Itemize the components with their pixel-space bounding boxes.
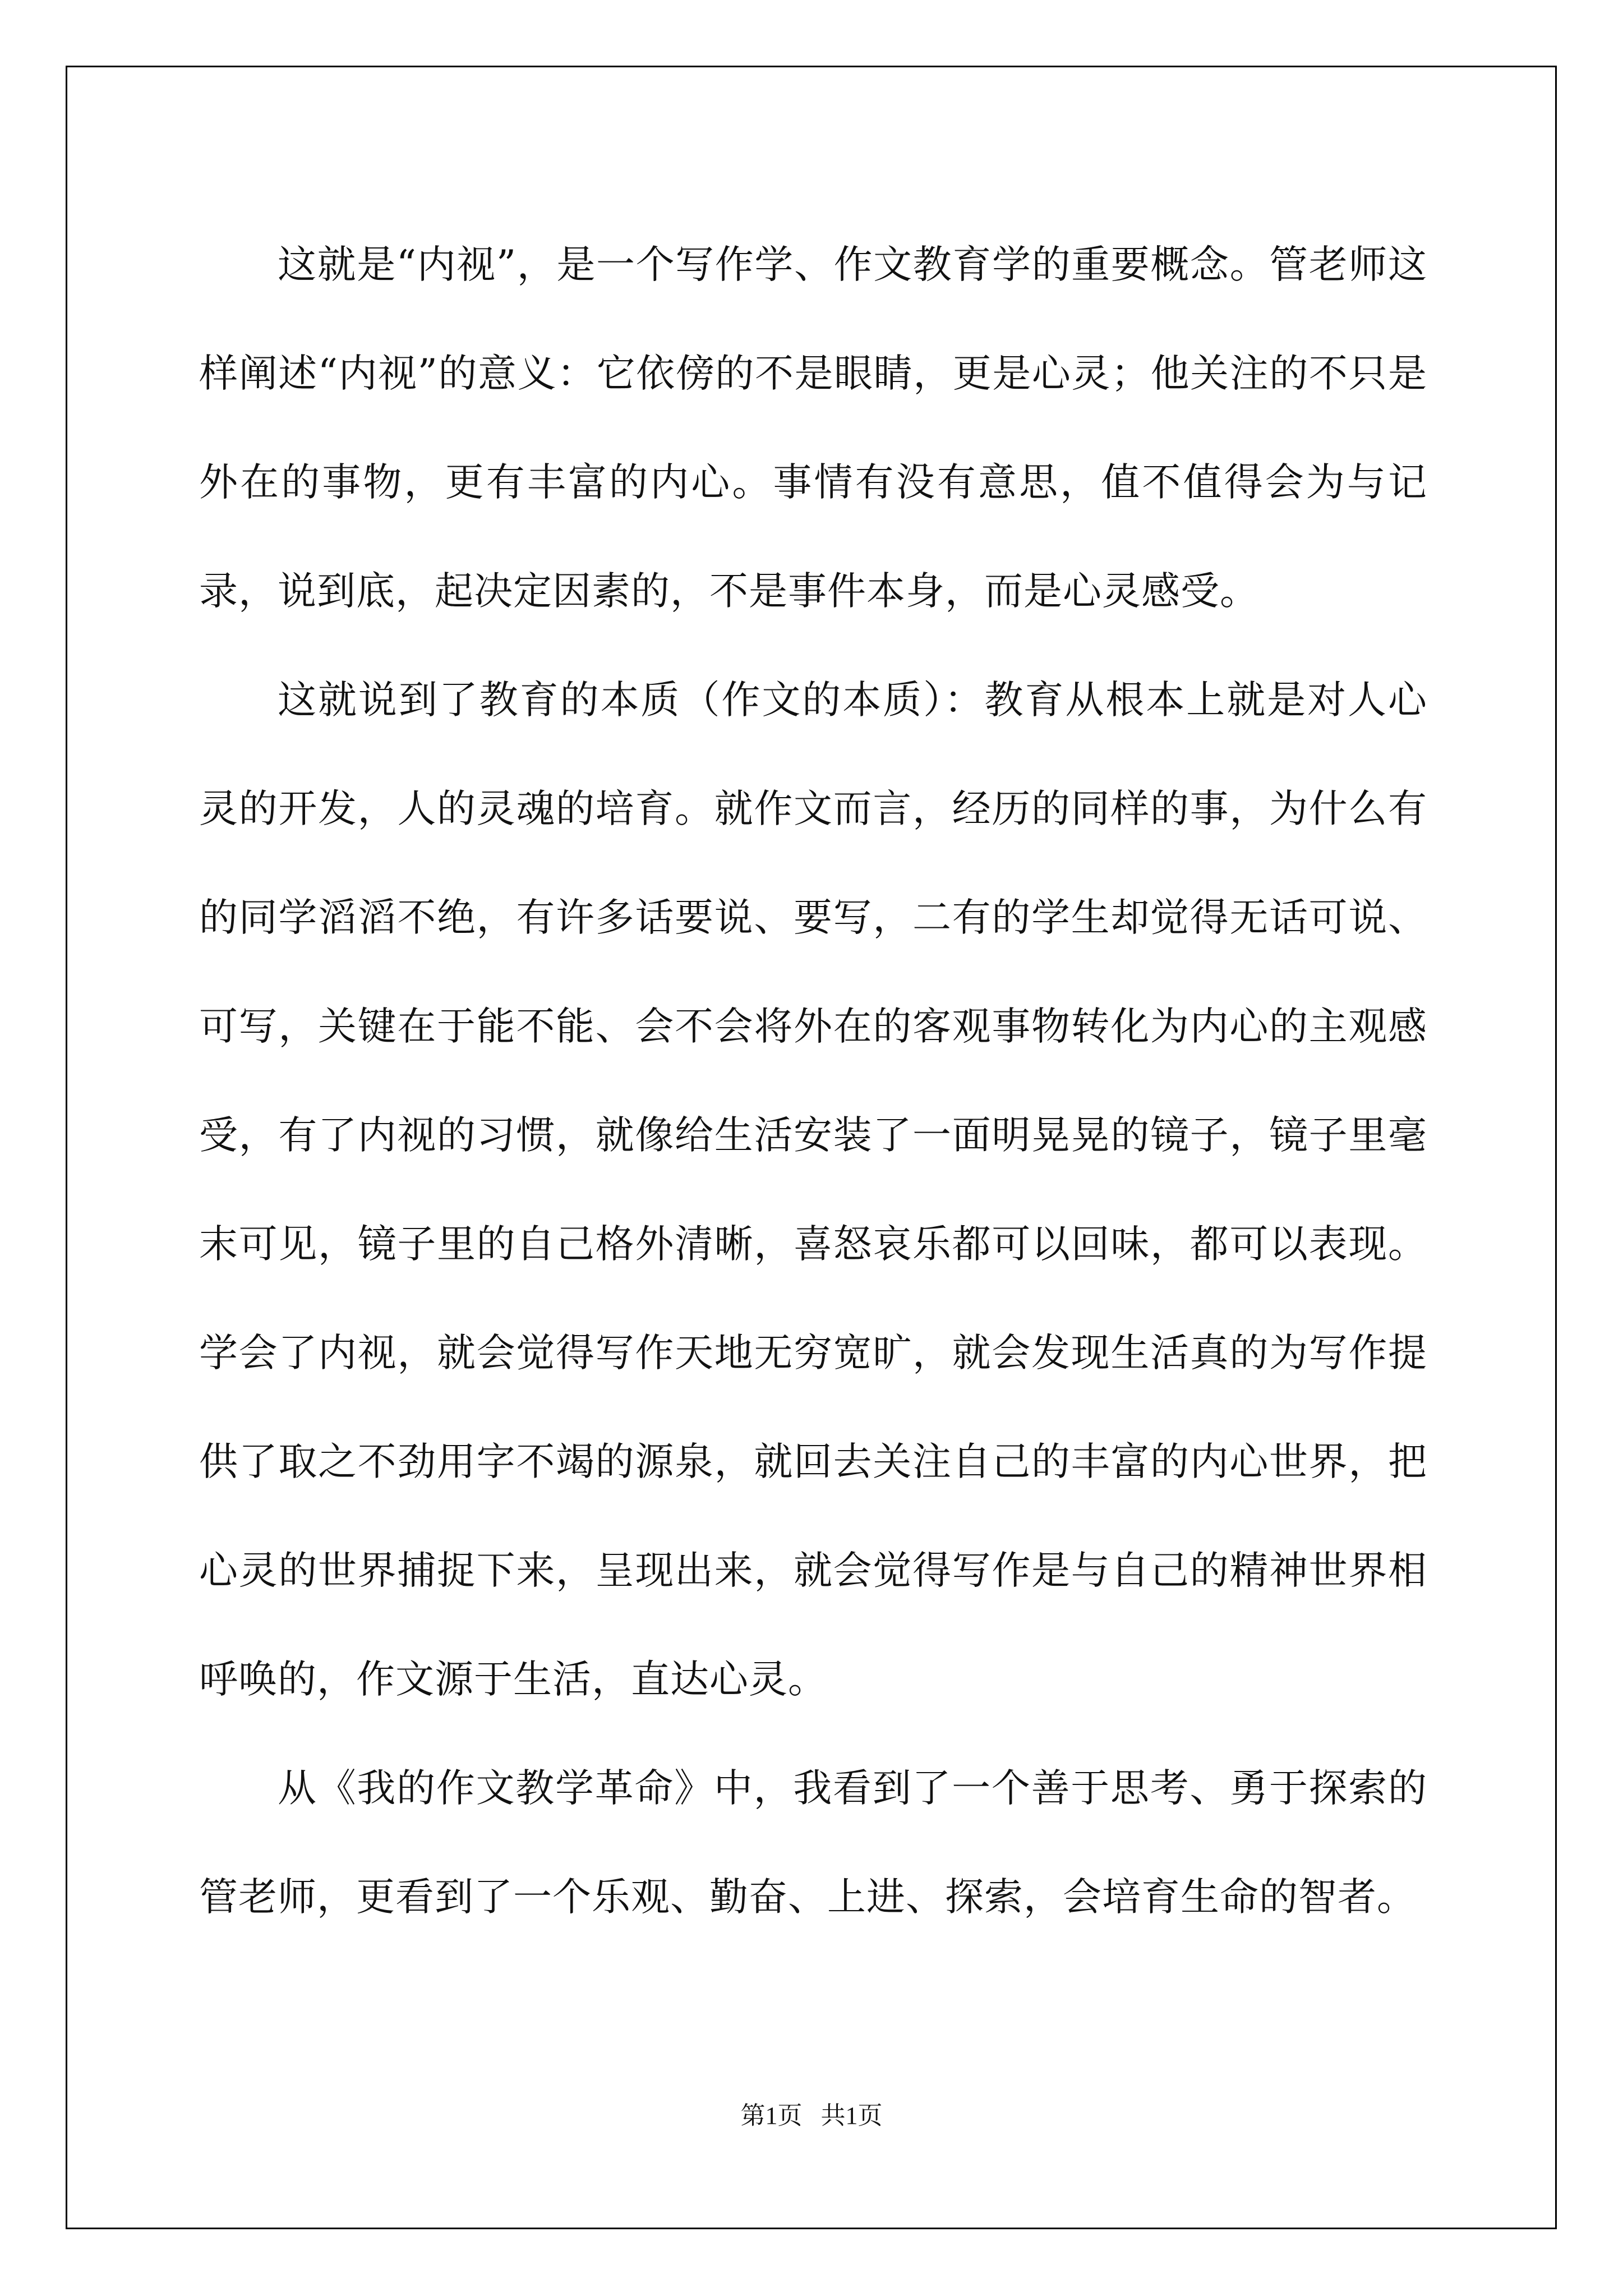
document-body	[199, 210, 1427, 1952]
page-number: 第1页	[740, 2102, 803, 2129]
page-footer	[0, 2095, 1623, 2131]
paragraph-3: 从《我的作文教学革命》中，我看到了一个善于思考、勇于探索的管老师，更看到了一个乐观、勤奋、上进、探索，会培育生命的智者。	[199, 1766, 1427, 1920]
paragraph-1: 这就是“内视”，是一个写作学、作文教育学的重要概念。管老师这样阐述“内视”的意义：它依傍的不是眼睛，更是心灵；他关注的不只是外在的事物，更有丰富的内心。事情有没有意思，值不值得会为与记录，说到底，起决定因素的，不是事件本身，而是心灵感受。	[199, 242, 1427, 614]
paragraph-2: 这就说到了教育的本质（作文的本质）：教育从根本上就是对人心灵的开发，人的灵魂的培育。就作文而言，经历的同样的事，为什么有的同学滔滔不绝，有许多话要说、要写，二有的学生却觉得无话可说、可写，关键在于能不能、会不会将外在的客观事物转化为内心的主观感受，有了内视的习惯，就像给生活安装了一面明晃晃的镜子，镜子里毫末可见，镜子里的自己格外清晰，喜怒哀乐都可以回味，都可以表现。学会了内视，就会觉得写作天地无穷宽旷，就会发现生活真的为写作提供了取之不劲用字不竭的源泉，就回去关注自己的丰富的内心世界，把心灵的世界捕捉下来，呈现出来，就会觉得写作是与自己的精神世界相呼唤的，作文源于生活，直达心灵。	[199, 678, 1427, 1702]
footer-gap	[803, 2102, 821, 2129]
page-total: 共1页	[820, 2102, 883, 2129]
